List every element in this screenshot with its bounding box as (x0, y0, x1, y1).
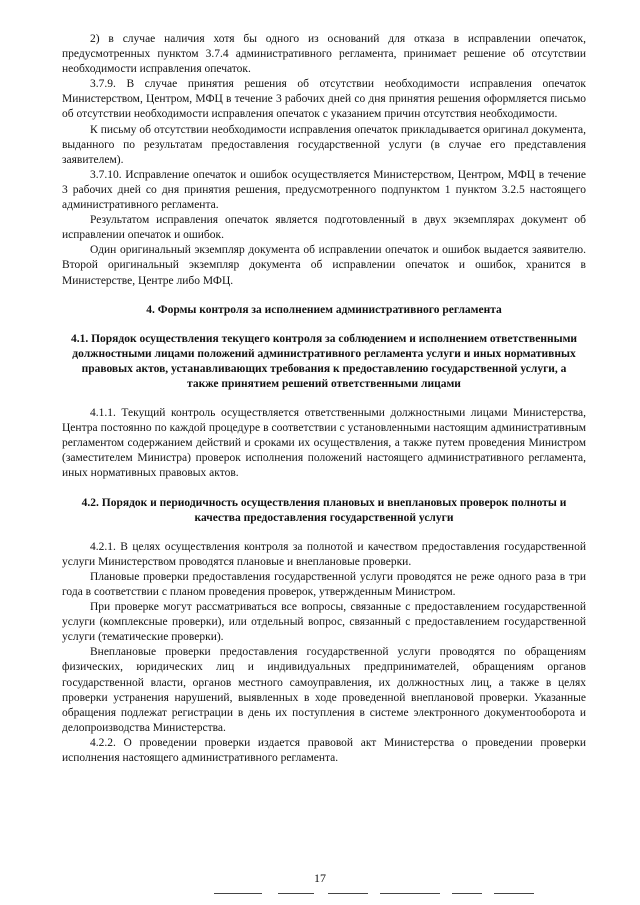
page-number: 17 (314, 871, 326, 885)
document-page (62, 32, 586, 766)
subsection-heading: 4.2. Порядок и периодичность осуществления плановых и внеплановых проверок полноты и качества предоставления государственной услуги (81, 496, 567, 524)
paragraph: 4.2.2. О проведении проверки издается правовой акт Министерства о проведении проверки исполнения настоящего административного регламента. (62, 736, 586, 765)
paragraph: Внеплановые проверки предоставления государственной услуги проводятся по обращениям физических, юридических лиц и индивидуальных предпринимателей, обращениям органов государственной власти, органов местного самоуправления, их должностных лиц, а также в целях проверки устранения нарушений, выявленных в ходе проведенной внеплановой проверки. Указанные обращения подлежат регистрации в день их поступления в системе электронного документооборота и делопроизводства Министерства. (62, 646, 586, 734)
paragraph: 4.2.1. В целях осуществления контроля за полнотой и качеством предоставления государственной услуги Министерством проводятся плановые и внеплановые проверки. (62, 540, 586, 568)
paragraph: 4.1.1. Текущий контроль осуществляется ответственными должностными лицами Министерства, Центра постоянно по каждой процедуре в соответствии с установленными настоящим административным регламентом содержанием действий и сроками их осуществления, а также путем проведения Министром (заместителем Министра) проверок исполнения положений настоящего административного регламента, иных нормативных правовых актов. (62, 407, 586, 480)
footer-rule (380, 893, 440, 894)
footer-rule (452, 893, 482, 894)
subsection-heading: 4.1. Порядок осуществления текущего контроля за соблюдением и исполнением ответственными должностными лицами положений административного регламента услуги и иных нормативных правовых актов, устанавливающих требования к предоставлению государственной услуги, а также принятием решений ответственными лицами (70, 332, 578, 390)
paragraph: 3.7.10. Исправление опечаток и ошибок осуществляется Министерством, Центром, МФЦ в течение 3 рабочих дней со дня принятия решения, предусмотренного подпунктом 1 пунктом 3.2.5 настоящего административного регламента. (62, 168, 586, 212)
paragraph: К письму об отсутствии необходимости исправления опечаток прикладывается оригинал документа, выданного по результатам предоставления государственной услуги (в случае его представления заявителем). (62, 123, 586, 166)
paragraph: Результатом исправления опечаток является подготовленный в двух экземплярах документ об исправлении опечаток и ошибок. (62, 214, 586, 242)
footer-rule (278, 893, 314, 894)
footer-rule (494, 893, 534, 894)
paragraph: Один оригинальный экземпляр документа об исправлении опечаток и ошибок выдается заявителю. Второй оригинальный экземпляр документа об исправлении опечаток и ошибок, хранится в Министерстве, Центре либо МФЦ. (62, 244, 586, 287)
footer-rule (328, 893, 368, 894)
paragraph: 2) в случае наличия хотя бы одного из оснований для отказа в исправлении опечаток, предусмотренных пунктом 3.7.4 административного регламента, принимает решение об отсутствии необходимости исправления опечаток. (62, 33, 586, 76)
paragraph: 3.7.9. В случае принятия решения об отсутствии необходимости исправления опечаток Министерством, Центром, МФЦ в течение 3 рабочих дней со дня принятия решения оформляется письмо об отсутствии необходимости исправления опечаток с указанием причин отсутствия необходимости. (62, 78, 586, 121)
section-heading: 4. Формы контроля за исполнением административного регламента (146, 303, 502, 316)
footer-rule (214, 893, 262, 894)
paragraph: При проверке могут рассматриваться все вопросы, связанные с предоставлением государственной услуги (комплексные проверки), или отдельный вопрос, связанный с предоставлением государственной услуги (тематические проверки). (62, 601, 586, 644)
paragraph: Плановые проверки предоставления государственной услуги проводятся не реже одного раза в три года в соответствии с планом проведения проверок, утвержденным Министром. (62, 570, 586, 598)
